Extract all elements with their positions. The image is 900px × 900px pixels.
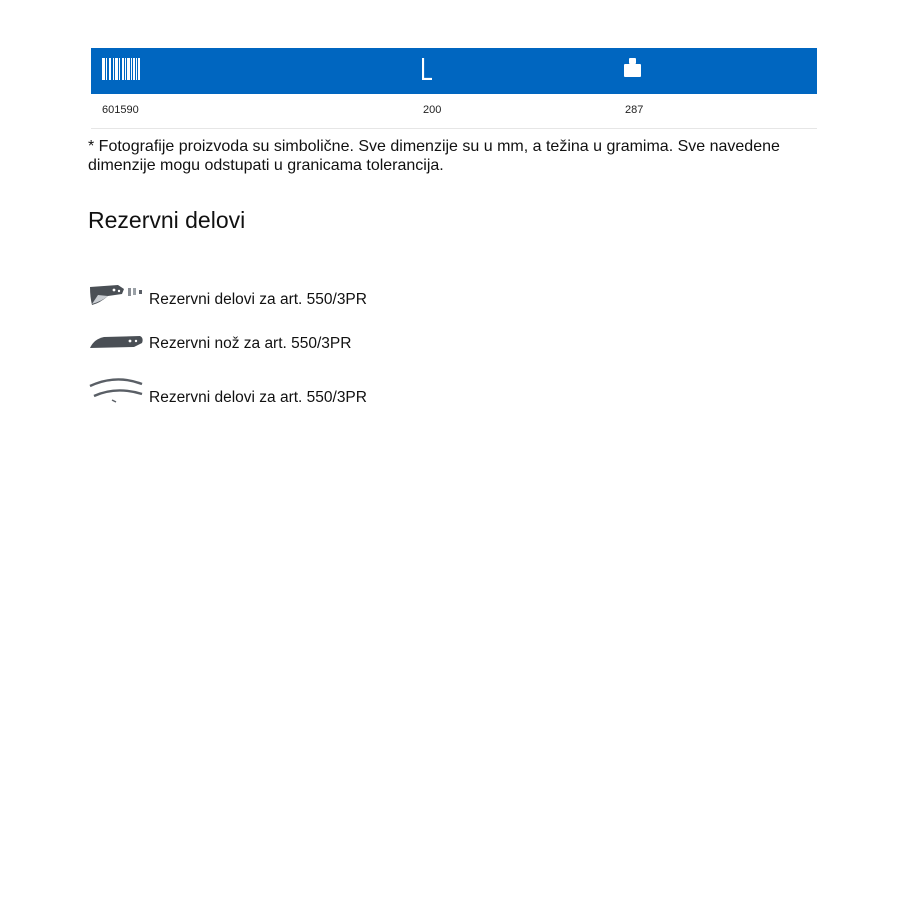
blade-set-thumb [88,283,148,307]
spec-table [91,48,817,129]
spring-thumb [88,376,148,404]
spare-part-label[interactable]: Rezervni delovi za art. 550/3PR [149,291,367,308]
disclaimer-note: * Fotografije proizvoda su simbolične. Sve dimenzije su u mm, a težina u gramima. Sve navedene dimenzije mogu odstupati u granicama tolerancija. [88,138,780,174]
weight-value: 287 [625,104,644,116]
spare-part-label[interactable]: Rezervni nož za art. 550/3PR [149,335,352,352]
weight-icon [624,58,642,78]
spec-table-header [91,48,817,94]
article-number: 601590 [102,104,139,116]
spare-part-label[interactable]: Rezervni delovi za art. 550/3PR [149,389,367,406]
length-value: 200 [423,104,442,116]
spare-part-item[interactable] [88,332,488,362]
barcode-icon [102,58,140,80]
blade-thumb [88,333,148,351]
spare-part-item[interactable] [88,376,488,406]
length-icon [422,58,434,80]
table-row [91,94,817,129]
spare-part-item[interactable] [88,283,488,313]
section-title: Rezervni delovi [88,207,246,233]
